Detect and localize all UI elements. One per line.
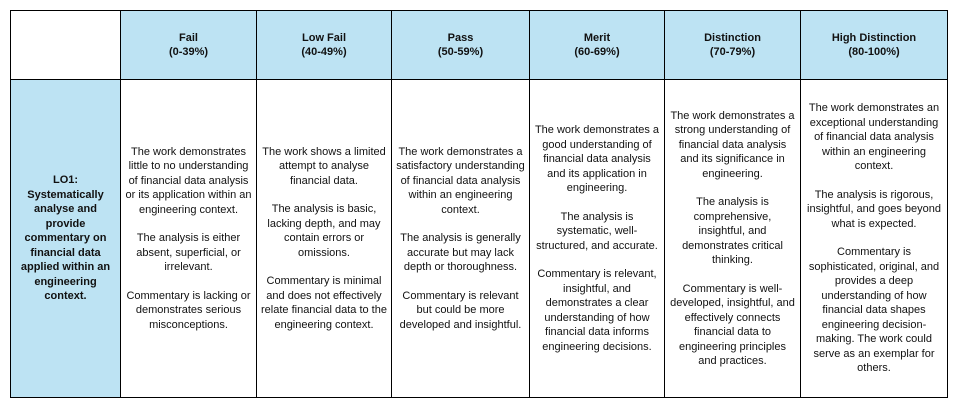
corner-cell: [11, 11, 121, 80]
header-fail: [121, 11, 257, 80]
learning-outcome-label: [11, 80, 121, 398]
criteria-cell-merit: [530, 80, 665, 398]
criteria-paragraph: The analysis is rigorous, insightful, and goes beyond what is expected.: [807, 188, 941, 230]
header-title: Fail: [179, 32, 198, 44]
header-title: Merit: [583, 32, 611, 44]
header-range: (60-69%): [574, 46, 620, 58]
header-range: (80-100%): [848, 46, 900, 58]
criteria-paragraph: Commentary is well-developed, insightful, and effectively connects financial data to engineering principles and practices.: [670, 282, 795, 367]
header-low-fail: [257, 11, 392, 80]
criteria-paragraph: The work demonstrates little to no understanding of financial data analysis or its application within an engineering context.: [125, 145, 252, 216]
header-title: Low Fail: [302, 32, 346, 44]
criteria-cell-low-fail: [257, 80, 392, 398]
criteria-paragraph: Commentary is sophisticated, original, and provides a deep understanding of how financial data shapes engineering decision-making. The work could serve as an exemplar for others.: [808, 246, 940, 375]
criteria-paragraph: The work demonstrates a good understanding of financial data analysis and its application in engineering.: [534, 124, 660, 194]
criteria-cell-fail: [121, 80, 257, 398]
criteria-paragraph: The analysis is basic, lacking depth, and may contain errors or omissions.: [267, 203, 381, 259]
criteria-paragraph: The work demonstrates a strong understanding of financial data analysis and its significance in engineering.: [670, 109, 795, 180]
criteria-cell-high-distinction: [801, 80, 948, 398]
header-pass: [392, 11, 530, 80]
criteria-paragraph: Commentary is minimal and does not effectively relate financial data to the engineering context.: [261, 275, 387, 331]
header-high-distinction: [801, 11, 948, 80]
criteria-cell-pass: [392, 80, 530, 398]
header-range: (70-79%): [709, 46, 756, 58]
criteria-paragraph: Commentary is relevant but could be more developed and insightful.: [399, 289, 522, 331]
criteria-row: [11, 80, 948, 398]
criteria-paragraph: The analysis is either absent, superficial, or irrelevant.: [136, 232, 241, 274]
header-range: (0-39%): [168, 46, 209, 58]
header-range: (50-59%): [437, 46, 484, 58]
learning-outcome-code: LO1:: [52, 174, 79, 187]
criteria-paragraph: The analysis is generally accurate but may lack depth or thoroughness.: [400, 232, 521, 274]
header-row: [11, 11, 948, 80]
criteria-cell-distinction: [665, 80, 801, 398]
criteria-paragraph: Commentary is lacking or demonstrates serious misconceptions.: [126, 289, 251, 331]
criteria-paragraph: The work shows a limited attempt to analyse financial data.: [262, 145, 386, 187]
header-title: Distinction: [704, 32, 761, 44]
learning-outcome-text: Systematically analyse and provide commentary on financial data applied within an engineering context.: [20, 188, 111, 303]
header-merit: [530, 11, 665, 80]
header-range: (40-49%): [301, 46, 347, 58]
criteria-paragraph: The work demonstrates an exceptional understanding of financial data analysis within an engineering context.: [808, 102, 940, 173]
header-title: Pass: [447, 32, 474, 44]
rubric-table: [10, 10, 948, 398]
criteria-paragraph: Commentary is relevant, insightful, and demonstrates a clear understanding of how financial data informs engineering decisions.: [537, 268, 657, 353]
criteria-paragraph: The analysis is systematic, well-structured, and accurate.: [536, 210, 658, 252]
header-title: High Distinction: [831, 32, 917, 44]
criteria-paragraph: The analysis is comprehensive, insightful, and demonstrates critical thinking.: [682, 196, 783, 266]
header-distinction: [665, 11, 801, 80]
criteria-paragraph: The work demonstrates a satisfactory understanding of financial data analysis within an engineering context.: [396, 145, 525, 216]
